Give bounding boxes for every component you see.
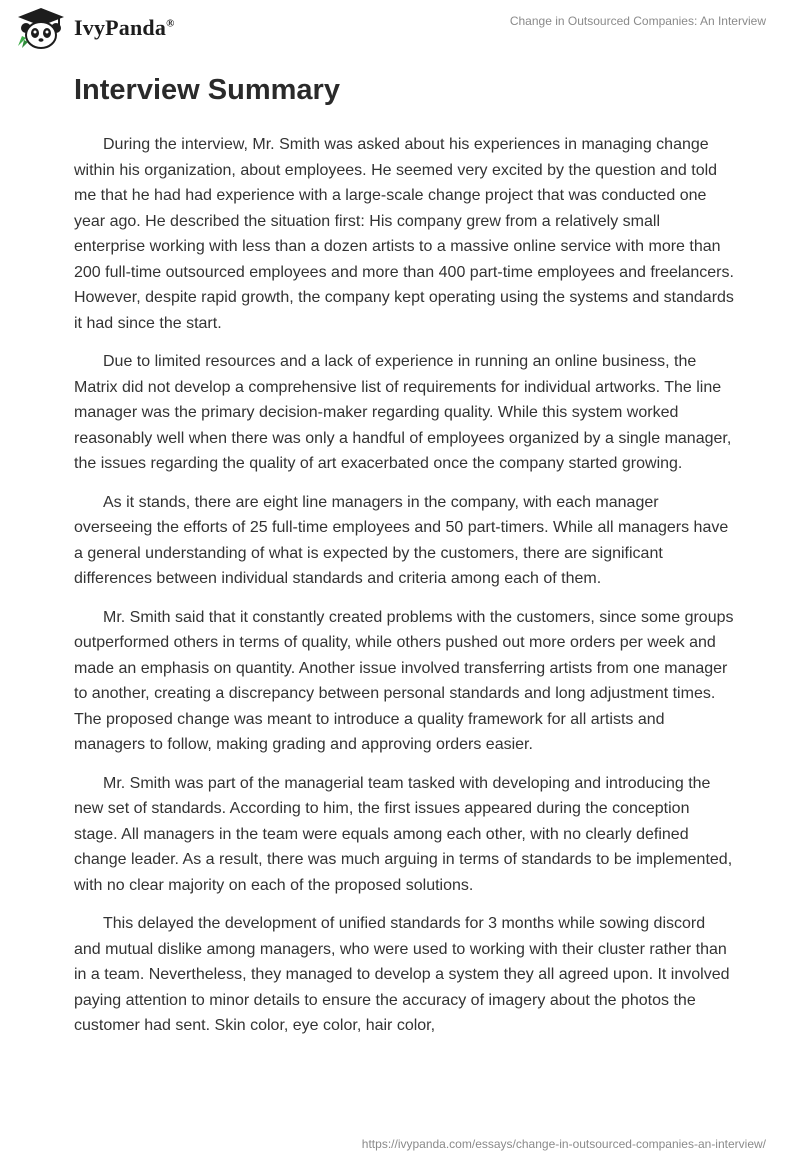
paragraph: Due to limited resources and a lack of experience in running an online business, the Matrix did not develop a comprehensive list of requirements for individual artworks. The line manager was the primary decision-maker regarding quality. While this system worked reasonably well when there was only a handful of employees organized by a single manager, the issues regarding the quality of art exacerbated once the company started growing. bbox=[74, 353, 732, 472]
paragraph: As it stands, there are eight line managers in the company, with each manager overseeing the efforts of 25 full-time employees and 50 part-timers. While all managers have a general understanding of what is expected by the customers, there are significant differences between individual standards and criteria among each of them. bbox=[74, 493, 729, 587]
document-title: Change in Outsourced Companies: An Interview bbox=[509, 14, 766, 28]
panda-logo-icon bbox=[14, 6, 68, 50]
paragraph: Mr. Smith was part of the managerial team tasked with developing and introducing the new set of standards. According to him, the first issues appeared during the conception stage. All managers in the team were equals among each other, with no clearly defined change leader. As a result, there was much arguing in terms of standards to be implemented, with no clear majority on each of the proposed solutions. bbox=[74, 774, 733, 894]
paragraph: This delayed the development of unified standards for 3 months while sowing discord and mutual dislike among managers, who were used to working with their cluster rather than in a team. Nevertheless, they managed to develop a system they all agreed upon. It involved paying attention to minor details to ensure the accuracy of imagery about the photos the customer had sent. Skin color, eye color, hair color, bbox=[74, 915, 730, 1034]
page-header bbox=[0, 0, 800, 60]
page-title: Interview Summary bbox=[74, 74, 340, 106]
paragraph: During the interview, Mr. Smith was asked about his experiences in managing change within his organization, about employees. He seemed very excited by the question and told me that he had had experience with a large-scale change project that was conducted one year ago. He described the situation first: His company grew from a relatively small enterprise working with less than a dozen artists to a massive online service with more than 200 full-time outsourced employees and more than 400 part-time employees and freelancers. However, despite rapid growth, the company kept operating using the systems and standards it had since the start. bbox=[74, 136, 734, 332]
article-body bbox=[74, 132, 734, 1052]
brand-name: IvyPanda® bbox=[74, 15, 175, 40]
paragraph: Mr. Smith said that it constantly created problems with the customers, since some groups outperformed others in terms of quality, while others pushed out more orders per week and made an emphasis on quantity. Another issue involved transferring artists from one manager to another, creating a discrepancy between personal standards and long adjustment times. The proposed change was meant to introduce a quality framework for all artists and managers to follow, making grading and approving orders easier. bbox=[74, 608, 734, 753]
source-url[interactable]: https://ivypanda.com/essays/change-in-outsourced-companies-an-interview/ bbox=[361, 1137, 766, 1151]
logo[interactable] bbox=[14, 6, 175, 50]
